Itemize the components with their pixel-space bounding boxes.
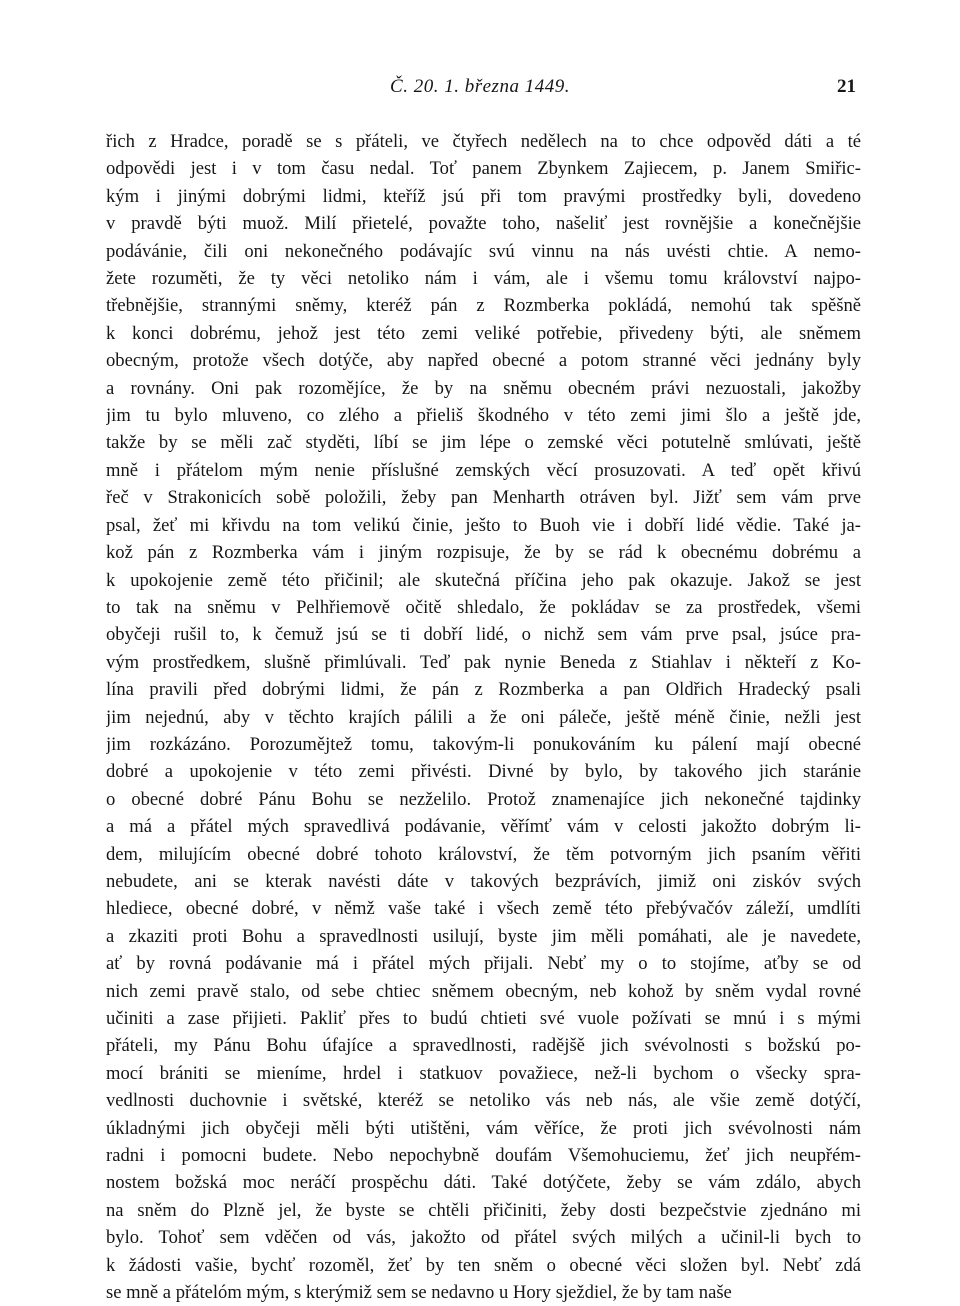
text-line: nich zemi pravě stalo, od sebe chtiec sněmem obecným, neb kohož by sněm vydal rovné [106, 980, 861, 1002]
page-number: 21 [837, 76, 856, 97]
text-line: radni i pomocni budete. Nebo nepochybně doufám Všemohuciemu, žeť jich neupřém- [106, 1145, 861, 1167]
text-line: to tak na sněmu v Pelhřiemově očitě shledalo, že pokládav se za prostředek, všemi [106, 596, 861, 618]
text-line: jim nejednú, aby v těchto krajích pálili a že oni páleče, ještě méně činie, nežli jest [106, 706, 861, 728]
running-head [0, 76, 960, 100]
text-line: přáteli, my Pánu Bohu úfajíce a spravedlnosti, radějšě jich svévolnosti s božskú po- [106, 1035, 861, 1057]
text-line: mocí brániti se mieníme, hrdel i statkuov považiece, než-li bychom o všecky spra- [106, 1062, 861, 1084]
text-line: jim tu bylo mluveno, co zlého a přieliš škodného v této zemi jimi šlo a ještě jde, [106, 405, 861, 427]
text-line: a má a přátel mých spravedlivá podávanie, věřímť vám v celosti jakožto dobrým li- [106, 816, 861, 838]
text-line: vým prostředkem, slušně přimlúvali. Teď pak nynie Beneda z Stiahlav i někteří z Ko- [106, 651, 861, 673]
text-line: mně i přátelom mým nenie příslušné zemských věcí prosuzovati. A teď opět křivú [106, 459, 861, 481]
text-line: takže by se měli zač styděti, líbí se jim lépe o zemské věci potutelně smlúvati, ještě [106, 432, 861, 454]
text-line: řeč v Strakonicích sobě položili, žeby pan Menharth otráven byl. Jižť sem vám prve [106, 487, 861, 509]
text-line: podávánie, čili oni nekonečného podávajíc svú vinnu na nás uvésti chtie. A nemo- [106, 240, 861, 262]
text-line: psal, žeť mi křivdu na tom velikú činie, ješto to Buoh vie i dobří lidé vědie. Také ja- [106, 514, 861, 536]
text-line: dem, milujícím obecné dobré tohoto království, že těm potvorným jich psaním věřiti [106, 843, 861, 865]
text-line: bylo. Tohoť sem vděčen od vás, jakožto od přátel svých milých a učinil-li bych to [106, 1227, 861, 1249]
body-text [106, 128, 861, 1306]
text-line: lína pravili před dobrými lidmi, že pán z Rozmberka a pan Oldřich Hradecký psali [106, 679, 861, 701]
text-line: obyčeji rušil to, k čemuž jsú se ti dobří lidé, o nichž sem vám prve psal, jsúce pra- [106, 624, 861, 646]
text-line: vedlnosti duchovnie i světské, kteréž se netoliko vás neb nás, ale všie země dotýčí, [106, 1090, 861, 1112]
text-line: se mně a přátelóm mým, s kterýmiž sem se nedavno u Hory sježdiel, že by tam naše [106, 1282, 732, 1304]
text-line: a rovnány. Oni pak rozomějíce, že by na sněmu obecném právi nezuostali, jakožby [106, 377, 861, 399]
text-line: v pravdě býti muož. Milí přietelé, považte toho, našeliť jest rovnějšie a konečnějšie [106, 213, 861, 235]
text-line: a zkaziti proti Bohu a spravedlnosti usilují, byste jim měli pomáhati, ale je navedete, [106, 925, 861, 947]
text-line: ať by rovná podávanie má i přátel mých přijali. Nebť my o to stojíme, aťby se od [106, 953, 861, 975]
text-line: k žádosti vašie, bychť rozoměl, žeť by ten sněm o obecné věci složen byl. Nebť zdá [106, 1254, 861, 1276]
text-line: obecným, protože všech dotýče, aby napřed obecné a potom stranné věci jednány byly [106, 350, 861, 372]
text-line: kým i jinými dobrými lidmi, kteříž jsú při tom pravými prostředky byli, dovedeno [106, 185, 861, 207]
text-line: řich z Hradce, poradě se s přáteli, ve čtyřech nedělech na to chce odpověd dáti a té [106, 131, 861, 152]
text-line: nebudete, ani se kterak navésti dáte v takových bezprávích, jimiž oni ziskóv svých [106, 870, 861, 892]
text-line: úkladnými jich obyčeji měli býti utištěni, vám věříce, že proti jich svévolnosti nám [106, 1117, 861, 1139]
text-line: k konci dobrému, jehož jest této zemi veliké potřebie, přivedeny býti, ale sněmem [106, 322, 861, 344]
text-line: k upokojenie země této přičinil; ale skutečná příčina jeho pak okazuje. Jakož se jest [106, 569, 861, 591]
text-line: odpovědi jest i v tom času nedal. Toť panem Zbynkem Zajiecem, p. Janem Smiřic- [106, 158, 861, 180]
text-line: nostem božská moc neráčí prospěchu dáti. Také dotýčete, žeby se vám zdálo, abych [106, 1172, 861, 1194]
running-title: Č. 20. 1. března 1449. [390, 76, 570, 97]
text-line: hlediece, obecné dobré, v němž vaše také i všech země této přebývačóv záleží, umdlíti [106, 898, 861, 920]
text-line: žete rozuměti, že ty věci netoliko nám i vám, ale i všemu tomu království najpo- [106, 268, 861, 290]
text-line: třebnějšie, strannými sněmy, kteréž pán z Rozmberka pokládá, nemohú tak spěšně [106, 295, 861, 317]
text-line: kož pán z Rozmberka vám i jiným rozpisuje, že by se rád k obecnému dobrému a [106, 542, 861, 564]
text-line: učiniti a zase přijieti. Pakliť přes to budú chtieti své vuole požívati se mnú i s mými [106, 1008, 861, 1029]
text-line: na sněm do Plzně jel, že byste se chtěli přičiniti, žeby dosti bezpečstvie zjednáno mi [106, 1199, 861, 1221]
text-line: o obecné dobré Pánu Bohu se nezželilo. Protož znamenajíce jich nekonečné tajdinky [106, 788, 861, 810]
text-line: dobré a upokojenie v této zemi přivésti. Divné by bylo, by takového jich staránie [106, 761, 861, 783]
text-line: jim rozkázáno. Porozumějtež tomu, takovým-li ponukováním ku pálení mají obecné [106, 733, 861, 755]
